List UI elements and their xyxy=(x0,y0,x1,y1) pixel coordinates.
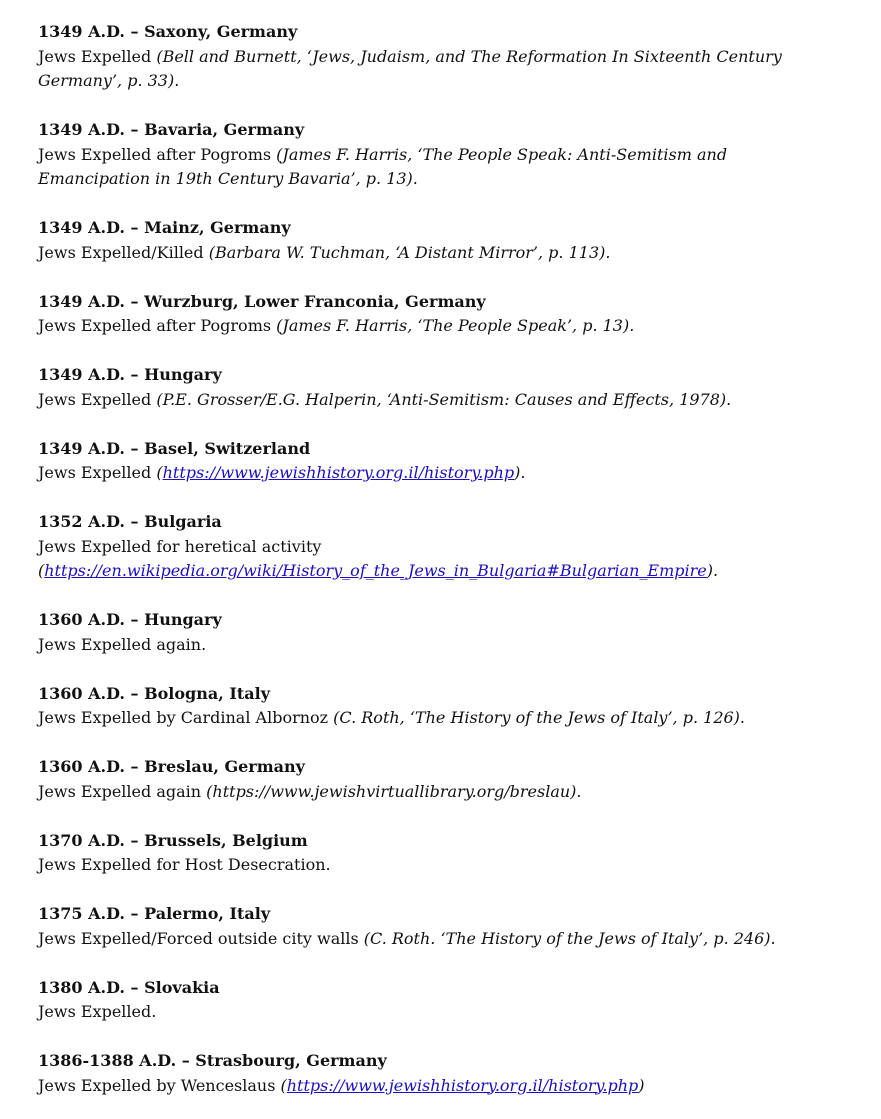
entry-heading: 1375 A.D. – Palermo, Italy xyxy=(38,904,271,923)
citation-text: Germany’, p. 33). xyxy=(38,71,180,90)
entry-text-line xyxy=(38,143,881,168)
description-text: Jews Expelled/Killed xyxy=(38,242,209,262)
entry-text-line xyxy=(38,167,881,192)
timeline-entry xyxy=(38,20,881,94)
timeline-entry xyxy=(38,437,881,486)
citation-text: (Barbara W. Tuchman, ‘A Distant Mirror’, p. 113). xyxy=(208,242,611,262)
entry-text-line xyxy=(38,45,881,70)
source-link[interactable]: https://en.wikipedia.org/wiki/History_of_the_Jews_in_Bulgaria#Bulgarian_Empire xyxy=(44,561,707,580)
description-text: Jews Expelled after Pogroms xyxy=(38,316,277,335)
description-text: Jews Expelled xyxy=(38,389,157,409)
citation-text: (C. Roth, ‘The History of the Jews of Italy’, p. 126). xyxy=(333,708,746,727)
entry-text-line xyxy=(38,853,881,878)
description-text: Jews Expelled by Wenceslaus xyxy=(38,1075,281,1095)
citation-text: ( xyxy=(280,1075,287,1095)
entry-heading: 1352 A.D. – Bulgaria xyxy=(38,512,222,531)
entry-heading: 1349 A.D. – Mainz, Germany xyxy=(38,218,291,237)
entry-text-line xyxy=(38,241,881,266)
timeline-entry xyxy=(38,290,881,339)
entry-heading: 1380 A.D. – Slovakia xyxy=(38,977,220,997)
entry-text-line xyxy=(38,461,881,486)
entry-text-line xyxy=(38,559,881,584)
description-text: Jews Expelled for heretical activity xyxy=(38,536,322,556)
entry-heading: 1349 A.D. – Wurzburg, Lower Franconia, Germany xyxy=(38,291,486,311)
entry-text-line xyxy=(38,535,881,560)
entry-heading: 1360 A.D. – Bologna, Italy xyxy=(38,683,270,703)
entry-text-line xyxy=(38,927,881,952)
entry-heading: 1349 A.D. – Bavaria, Germany xyxy=(38,120,305,139)
timeline-entry xyxy=(38,976,881,1025)
description-text: Jews Expelled for Host Desecration. xyxy=(38,855,331,874)
timeline-entry xyxy=(38,216,881,265)
citation-text: ( xyxy=(156,463,163,482)
description-text: Jews Expelled by Cardinal Albornoz xyxy=(38,708,334,727)
timeline-entry xyxy=(38,755,881,804)
citation-text: ) xyxy=(638,1075,645,1095)
entry-text-line xyxy=(38,69,881,94)
description-text: Jews Expelled again. xyxy=(38,634,207,654)
entry-text-line xyxy=(38,1000,881,1025)
citation-text: (P.E. Grosser/E.G. Halperin, ‘Anti-Semitism: Causes and Effects, 1978). xyxy=(156,389,732,409)
timeline-entry xyxy=(38,118,881,192)
citation-text: (https://www.jewishvirtuallibrary.org/breslau). xyxy=(206,781,582,801)
entry-text-line xyxy=(38,1074,881,1099)
description-text: Jews Expelled xyxy=(38,46,157,66)
entry-text-line xyxy=(38,314,881,339)
timeline-entry xyxy=(38,363,881,412)
entry-heading: 1370 A.D. – Brussels, Belgium xyxy=(38,830,308,850)
citation-text: ). xyxy=(706,561,719,580)
entry-heading: 1349 A.D. – Basel, Switzerland xyxy=(38,438,311,458)
entry-text-line xyxy=(38,780,881,805)
timeline-entry xyxy=(38,1049,881,1098)
entry-heading: 1360 A.D. – Hungary xyxy=(38,610,222,629)
timeline-entry xyxy=(38,682,881,731)
timeline-entry xyxy=(38,608,881,657)
entry-text-line xyxy=(38,633,881,658)
description-text: Jews Expelled again xyxy=(38,781,207,801)
timeline-entry xyxy=(38,902,881,951)
entry-text-line xyxy=(38,388,881,413)
timeline-entry xyxy=(38,510,881,584)
citation-text: (James F. Harris, ‘The People Speak’, p. 13). xyxy=(276,316,635,335)
entry-heading: 1349 A.D. – Hungary xyxy=(38,365,222,384)
description-text: Jews Expelled after Pogroms xyxy=(38,144,277,164)
source-link[interactable]: https://www.jewishhistory.org.il/history.php xyxy=(162,463,515,482)
citation-text: (Bell and Burnett, ‘Jews, Judaism, and The Reformation In Sixteenth Century xyxy=(156,46,782,66)
description-text: Jews Expelled xyxy=(38,463,157,482)
citation-text: Emancipation in 19th Century Bavaria’, p. 13). xyxy=(38,169,418,188)
description-text: Jews Expelled/Forced outside city walls xyxy=(38,928,364,948)
description-text: Jews Expelled. xyxy=(38,1002,157,1021)
citation-text: ( xyxy=(38,561,45,580)
entry-text-line xyxy=(38,706,881,731)
citation-text: (James F. Harris, ‘The People Speak: Anti-Semitism and xyxy=(276,144,728,164)
entry-heading: 1386-1388 A.D. – Strasbourg, Germany xyxy=(38,1051,387,1070)
entry-heading: 1360 A.D. – Breslau, Germany xyxy=(38,757,305,776)
timeline-entry xyxy=(38,829,881,878)
source-link[interactable]: https://www.jewishhistory.org.il/history.php xyxy=(286,1075,639,1095)
citation-text: (C. Roth. ‘The History of the Jews of Italy’, p. 246). xyxy=(363,928,776,948)
citation-text: ). xyxy=(514,463,526,482)
entry-heading: 1349 A.D. – Saxony, Germany xyxy=(38,22,298,41)
